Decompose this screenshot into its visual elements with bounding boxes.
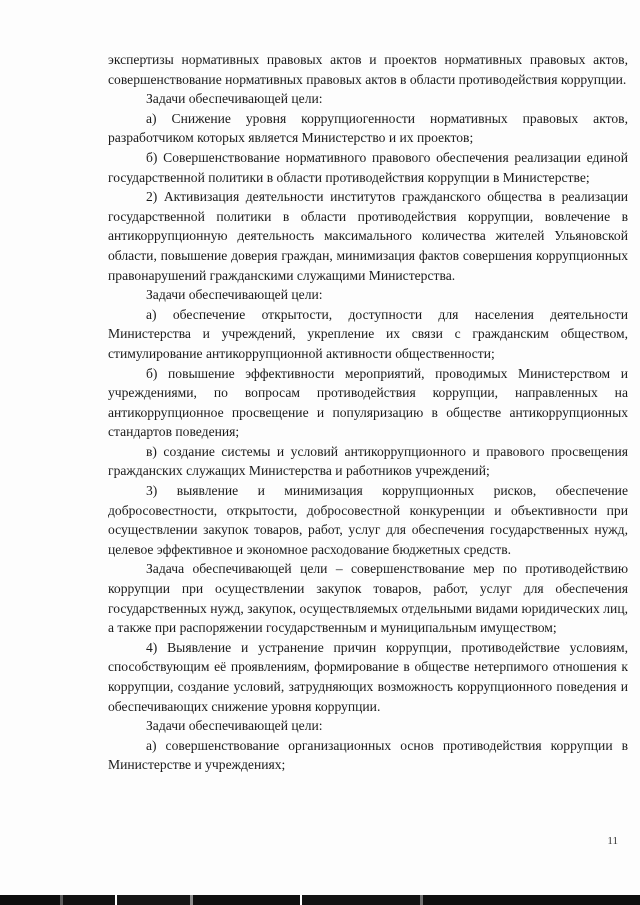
page-number: 11 bbox=[607, 835, 618, 847]
scan-edge-strip bbox=[0, 895, 640, 905]
paragraph: б) повышение эффективности мероприятий, проводимых Министерством и учреждениями, по вопросам противодействия коррупции, направленных на антикоррупционное просвещение и популяризацию в обществе антикоррупционных стандартов поведения; bbox=[108, 365, 628, 440]
paragraph: а) Снижение уровня коррупциогенности нормативных правовых актов, разработчиком которых является Министерство и их проектов; bbox=[108, 110, 628, 146]
paragraph: 3) выявление и минимизация коррупционных рисков, обеспечение добросовестности, открытости, добросовестной конкуренции и объективности при осуществлении закупок товаров, работ, услуг для обеспечения государственных нужд, целевое эффективное и экономное расходование бюджетных средств. bbox=[108, 483, 628, 557]
paragraph: 4) Выявление и устранение причин коррупции, противодействие условиям, способствующим её проявлениям, формирование в обществе нетерпимого отношения к коррупции, создание условий, затрудняющих возможность коррупционного поведения и обеспечивающих снижение уровня коррупции. bbox=[108, 639, 628, 714]
paragraph: Задача обеспечивающей цели – совершенствование мер по противодействию коррупции при осуществлении закупок товаров, работ, услуг для обеспечения государственных нужд, закупок, осуществляемых отдельными видами юридических лиц, а также при распоряжении государственным и муниципальным имуществом; bbox=[108, 561, 628, 636]
paragraph: б) Совершенствование нормативного правового обеспечения реализации единой государственной политики в области противодействия коррупции в Министерстве; bbox=[108, 149, 628, 185]
paragraph: а) обеспечение открытости, доступности для населения деятельности Министерства и учреждений, укрепление их связи с гражданским обществом, стимулирование антикоррупционной активности общественности; bbox=[108, 306, 628, 361]
paragraph: в) создание системы и условий антикоррупционного и правового просвещения гражданских служащих Министерства и работников учреждений; bbox=[108, 443, 628, 479]
paragraph: Задачи обеспечивающей цели: bbox=[146, 718, 323, 734]
paragraph: экспертизы нормативных правовых актов и проектов нормативных правовых актов, совершенствование нормативных правовых актов в области противодействия коррупции. bbox=[108, 52, 628, 87]
paragraph: а) совершенствование организационных основ противодействия коррупции в Министерстве и учреждениях; bbox=[108, 737, 628, 773]
paragraph: Задачи обеспечивающей цели: bbox=[146, 287, 323, 303]
document-body bbox=[108, 50, 628, 775]
paragraph: Задачи обеспечивающей цели: bbox=[146, 91, 323, 107]
paragraph: 2) Активизация деятельности институтов гражданского общества в реализации государственной политики в области противодействия коррупции, вовлечение в антикоррупционную деятельность максимального количества жителей Ульяновской области, повышение доверия граждан, минимизация фактов совершения коррупционных правонарушений гражданскими служащими Министерства. bbox=[108, 189, 628, 283]
